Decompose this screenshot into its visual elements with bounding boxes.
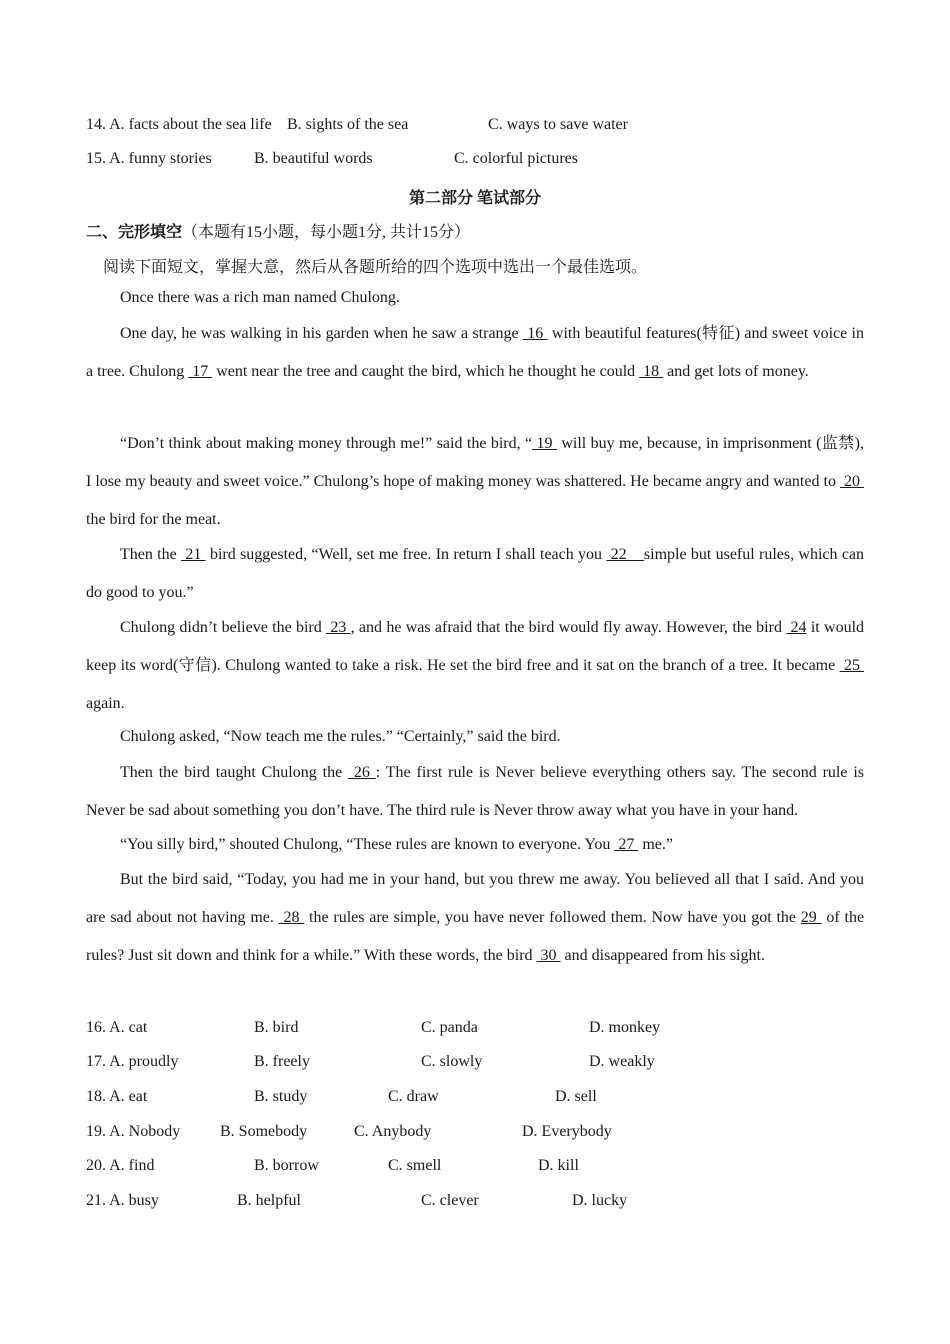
passage-text: “Don’t think about making money through me!” said the bird, “	[120, 435, 533, 452]
blank-29: 29	[800, 909, 822, 926]
q21-option-b: B. helpful	[237, 1192, 301, 1209]
blank-19: 19	[532, 435, 557, 452]
q18-option-c: C. draw	[388, 1088, 439, 1105]
passage-paragraph-1: Once there was a rich man named Chulong.	[120, 289, 400, 306]
q18-option-a: 18. A. eat	[86, 1088, 148, 1105]
passage-text: : The first rule is Never believe everything others say. The second rule is Never be sad about something you don’t have. The third rule is Never throw away what you have in your hand.	[86, 764, 864, 819]
blank-18: 18	[639, 363, 664, 380]
section-heading-label: 二、完形填空	[86, 224, 183, 241]
q14-option-b: B. sights of the sea	[287, 116, 409, 133]
passage-paragraph-4	[86, 536, 864, 612]
blank-16: 16	[522, 325, 548, 342]
blank-21: 21	[181, 546, 206, 563]
blank-22: 22	[606, 546, 644, 563]
q14-option-a: 14. A. facts about the sea life	[86, 116, 272, 133]
passage-text: with beautiful features(特征) and sweet voice in a tree. Chulong	[86, 325, 865, 380]
passage-text: One day, he was walking in his garden when he saw a strange	[120, 325, 523, 342]
blank-30: 30	[536, 947, 561, 964]
q20-option-d: D. kill	[538, 1157, 579, 1174]
passage-text: and disappeared from his sight.	[560, 947, 765, 964]
blank-17: 17	[188, 363, 213, 380]
q15-option-b: B. beautiful words	[254, 150, 373, 167]
q21-option-a: 21. A. busy	[86, 1192, 159, 1209]
passage-text: and get lots of money.	[663, 363, 809, 380]
section-heading-note: （本题有15小题，每小题1分, 共计15分）	[182, 224, 471, 241]
passage-text: simple but useful rules, which can do good to you.”	[86, 546, 865, 601]
passage-text: bird suggested, “Well, set me free. In return I shall teach you	[205, 546, 607, 563]
passage-paragraph-2	[86, 315, 864, 391]
q17-option-c: C. slowly	[421, 1053, 483, 1070]
passage-text: the rules are simple, you have never followed them. Now have you got the	[304, 909, 801, 926]
passage-text: Then the	[120, 546, 182, 563]
q14-option-c: C. ways to save water	[488, 116, 628, 133]
passage-text: the bird for the meat.	[86, 511, 221, 528]
q21-option-c: C. clever	[421, 1192, 479, 1209]
passage-text: Then the bird taught Chulong the	[120, 764, 349, 781]
passage-paragraph-8	[120, 836, 673, 854]
blank-27: 27	[614, 836, 639, 853]
blank-23: 23	[326, 619, 351, 636]
passage-text: it would keep its word(守信). Chulong wanted to take a risk. He set the bird free and it sat on the branch of a tree. It became	[86, 619, 865, 674]
q18-option-d: D. sell	[555, 1088, 597, 1105]
q17-option-b: B. freely	[254, 1053, 310, 1070]
q20-option-a: 20. A. find	[86, 1157, 155, 1174]
passage-paragraph-3	[86, 425, 864, 539]
q21-option-d: D. lucky	[572, 1192, 628, 1209]
q16-option-b: B. bird	[254, 1019, 299, 1036]
passage-paragraph-9	[86, 861, 864, 975]
part-two-title: 第二部分 笔试部分	[408, 190, 541, 207]
passage-text: me.”	[638, 836, 673, 853]
passage-text: Chulong didn’t believe the bird	[120, 619, 327, 636]
q19-option-a: 19. A. Nobody	[86, 1123, 181, 1140]
passage-text: again.	[86, 695, 125, 712]
blank-26: 26	[348, 764, 376, 781]
q17-option-a: 17. A. proudly	[86, 1053, 179, 1070]
blank-24: 24	[786, 619, 807, 636]
passage-text: went near the tree and caught the bird, which he thought he could	[212, 363, 640, 380]
q20-option-c: C. smell	[388, 1157, 442, 1174]
passage-paragraph-5	[86, 609, 864, 723]
passage-text: will buy me, because, in imprisonment (监禁), I lose my beauty and sweet voice.” Chulong’s hope of making money was shattered. He became angry and wanted to	[86, 435, 865, 490]
section-heading	[86, 219, 470, 242]
passage-paragraph-6: Chulong asked, “Now teach me the rules.” “Certainly,” said the bird.	[120, 728, 561, 745]
passage-text: of the rules? Just sit down and think for a while.” With these words, the bird	[86, 909, 865, 964]
blank-20: 20	[839, 473, 865, 490]
q19-option-b: B. Somebody	[220, 1123, 308, 1140]
q15-option-c: C. colorful pictures	[454, 150, 578, 167]
q20-option-b: B. borrow	[254, 1157, 319, 1174]
blank-28: 28	[278, 909, 305, 926]
q19-option-d: D. Everybody	[522, 1123, 612, 1140]
section-instruction: 阅读下面短文，掌握大意，然后从各题所给的四个选项中选出一个最佳选项。	[103, 259, 648, 276]
q17-option-d: D. weakly	[589, 1053, 655, 1070]
q16-option-a: 16. A. cat	[86, 1019, 148, 1036]
passage-text: , and he was afraid that the bird would fly away. However, the bird	[350, 619, 787, 636]
q15-option-a: 15. A. funny stories	[86, 150, 212, 167]
passage-text: “You silly bird,” shouted Chulong, “These rules are known to everyone. You	[120, 836, 615, 853]
q19-option-c: C. Anybody	[354, 1123, 432, 1140]
q16-option-d: D. monkey	[589, 1019, 661, 1036]
q18-option-b: B. study	[254, 1088, 308, 1105]
q16-option-c: C. panda	[421, 1019, 478, 1036]
passage-paragraph-7	[86, 754, 864, 830]
blank-25: 25	[839, 657, 864, 674]
passage-text: But the bird said, “Today, you had me in your hand, but you threw me away. You believed all that I said. And you are sad about not having me.	[86, 871, 864, 926]
